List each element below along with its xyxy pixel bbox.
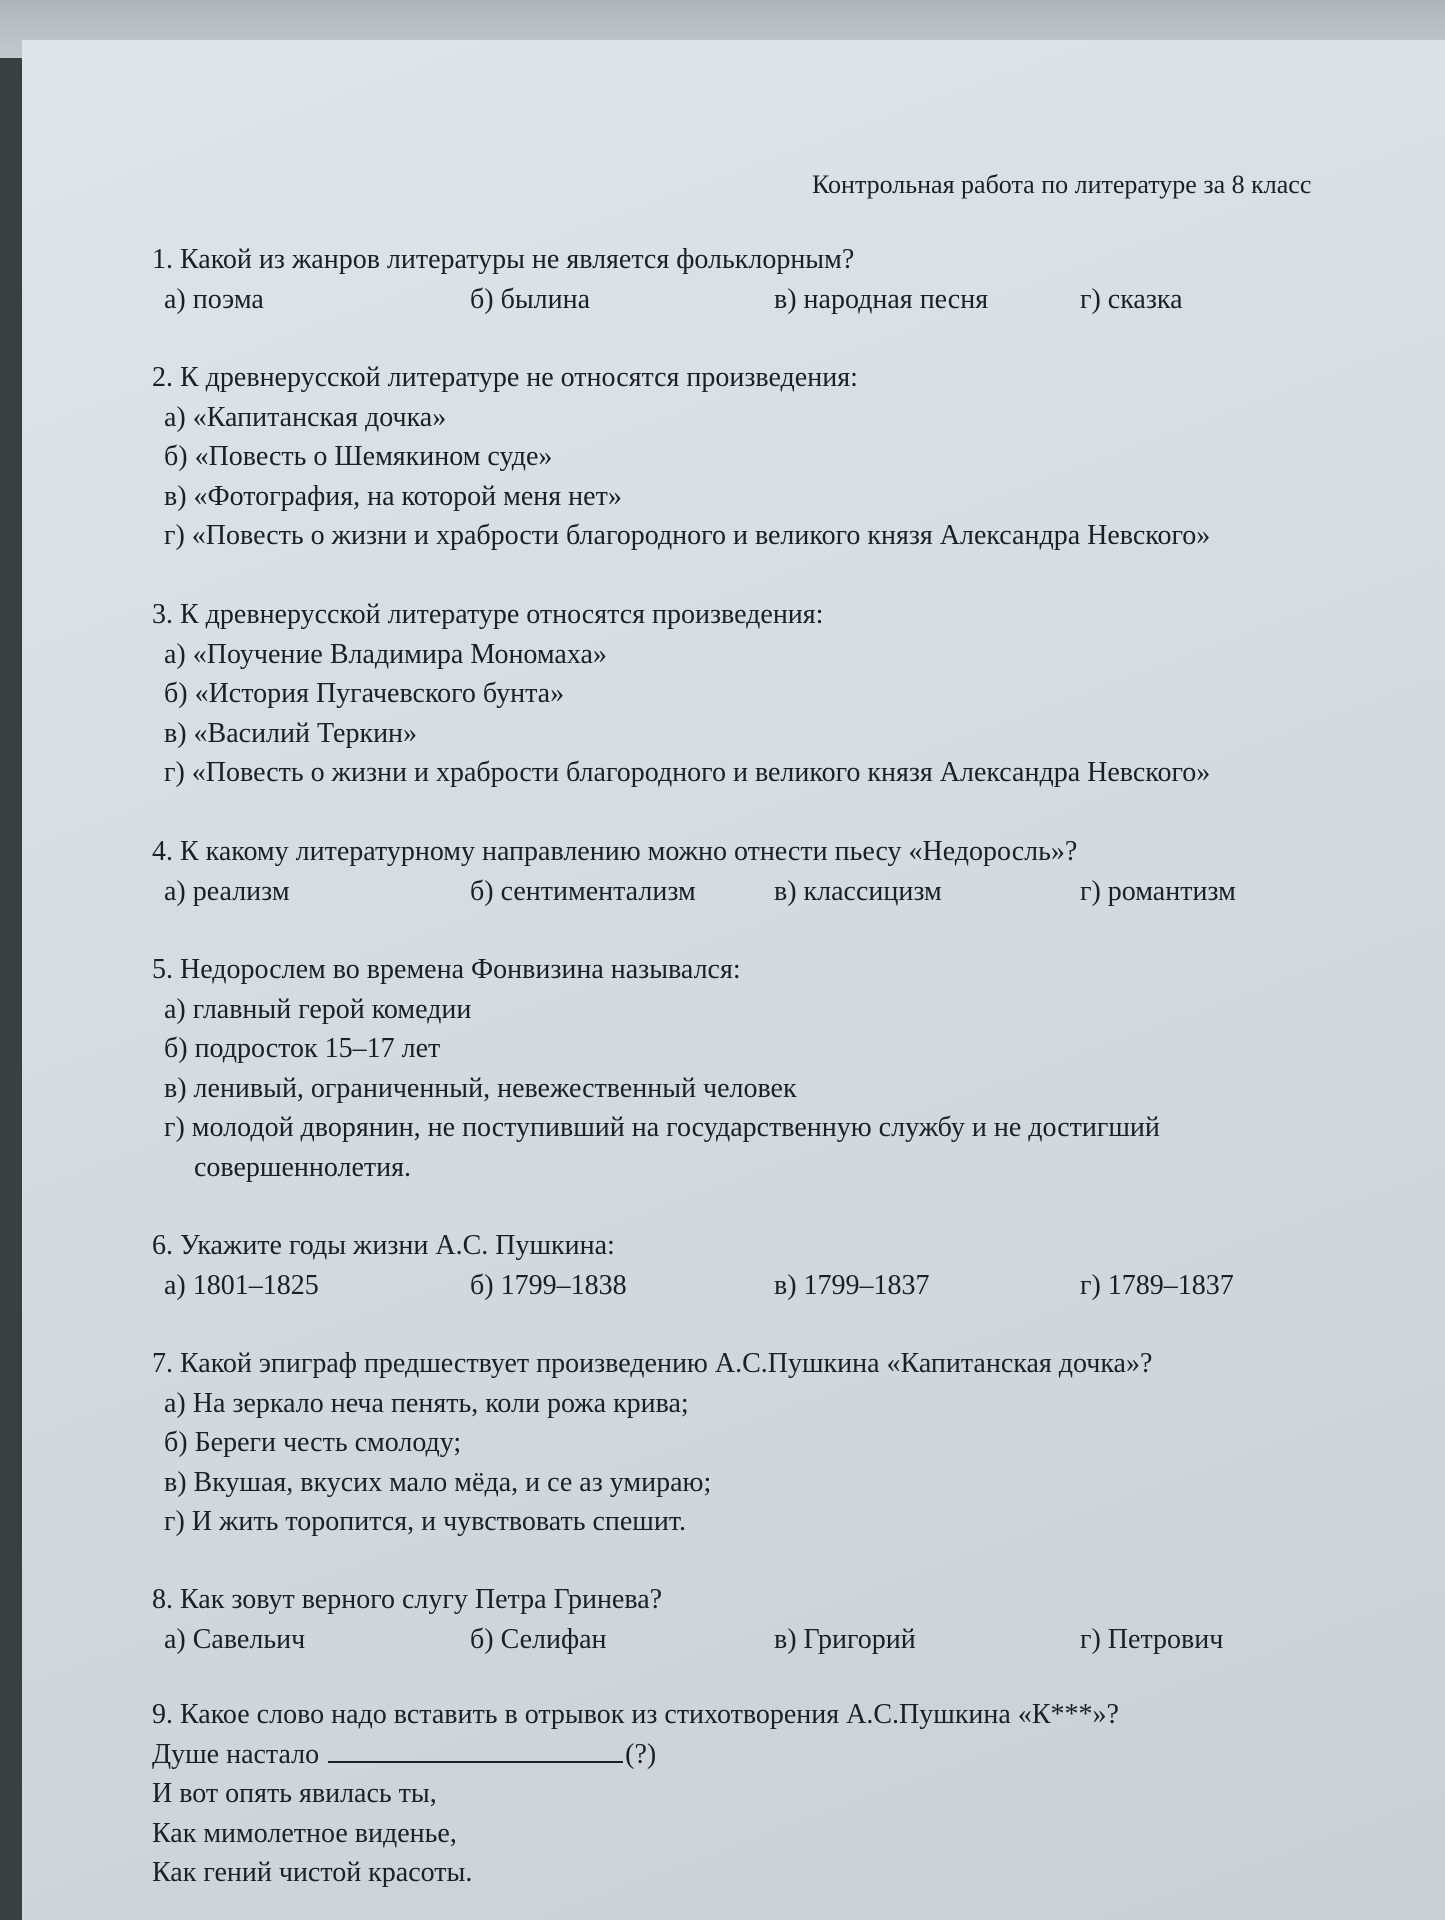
option-b: б) сентиментализм <box>470 875 696 907</box>
question-text: 6. Укажите годы жизни А.С. Пушкина: <box>152 1230 615 1261</box>
option-v: в) «Василий Теркин» <box>164 717 418 749</box>
option-a: а) поэма <box>164 283 264 315</box>
question-text: 9. Какое слово надо вставить в отрывок из стихотворения А.С.Пушкина «К***»? <box>152 1699 1119 1730</box>
option-g: г) «Повесть о жизни и храбрости благородного и великого князя Александра Невского» <box>164 757 1211 788</box>
question-text: 4. К какому литературному направлению можно отнести пьесу «Недоросль»? <box>152 836 1078 867</box>
answer-blank <box>328 1739 623 1763</box>
option-g: г) молодой дворянин, не поступивший на государственную службу и не достигший <box>164 1112 1160 1143</box>
poem-line: Как гений чистой красоты. <box>152 1857 473 1888</box>
question-4 <box>152 832 1382 911</box>
option-g: г) сказка <box>1080 283 1183 315</box>
question-8 <box>152 1580 1382 1659</box>
question-5 <box>152 950 1382 1187</box>
option-b: б) Селифан <box>470 1623 607 1655</box>
question-9 <box>152 1695 1382 1893</box>
option-a: а) главный герой комедии <box>164 993 472 1025</box>
question-2 <box>152 358 1382 556</box>
poem-line: Как мимолетное виденье, <box>152 1817 457 1849</box>
option-a: а) 1801–1825 <box>164 1269 319 1301</box>
option-b: б) «Повесть о Шемякином суде» <box>164 441 553 472</box>
question-text: 2. К древнерусской литературе не относятся произведения: <box>152 362 858 393</box>
option-g: г) «Повесть о жизни и храбрости благородного и великого князя Александра Невского» <box>164 520 1211 551</box>
question-6 <box>152 1226 1382 1305</box>
option-g: г) романтизм <box>1080 875 1236 907</box>
option-b: б) Береги честь смолоду; <box>164 1427 462 1458</box>
option-v: в) классицизм <box>774 875 942 907</box>
paper-sheet <box>22 40 1445 1920</box>
option-v: в) «Фотография, на которой меня нет» <box>164 480 622 512</box>
options-row <box>152 1620 1382 1660</box>
question-text: 7. Какой эпиграф предшествует произведению А.С.Пушкина «Капитанская дочка»? <box>152 1348 1153 1379</box>
option-v: в) 1799–1837 <box>774 1269 930 1301</box>
option-a: а) «Поучение Владимира Мономаха» <box>164 638 607 670</box>
options-row <box>152 280 1382 320</box>
option-g: г) Петрович <box>1080 1623 1224 1655</box>
option-b: б) 1799–1838 <box>470 1269 627 1301</box>
poem-line-start: Душе настало <box>152 1738 320 1770</box>
option-a: а) реализм <box>164 875 290 907</box>
option-v: в) Вкушая, вкусих мало мёда, и се аз умираю; <box>164 1466 712 1498</box>
option-b: б) подросток 15–17 лет <box>164 1033 441 1064</box>
question-text: 8. Как зовут верного слугу Петра Гринева? <box>152 1584 663 1615</box>
question-3 <box>152 595 1382 793</box>
option-v: в) Григорий <box>774 1623 916 1655</box>
option-b: б) былина <box>470 283 590 315</box>
question-text: 1. Какой из жанров литературы не является фольклорным? <box>152 244 855 275</box>
dark-left-edge <box>0 0 22 1920</box>
question-7 <box>152 1344 1382 1542</box>
poem-line-end: (?) <box>625 1738 657 1770</box>
option-b: б) «История Пугачевского бунта» <box>164 678 565 709</box>
question-text: 5. Недорослем во времена Фонвизина назывался: <box>152 954 741 985</box>
option-a: а) «Капитанская дочка» <box>164 401 447 433</box>
option-v: в) ленивый, ограниченный, невежественный человек <box>164 1072 797 1104</box>
option-g: г) 1789–1837 <box>1080 1269 1234 1301</box>
page-title: Контрольная работа по литературе за 8 класс <box>812 170 1312 199</box>
question-text: 3. К древнерусской литературе относятся произведения: <box>152 599 824 630</box>
question-1 <box>152 240 1382 319</box>
option-v: в) народная песня <box>774 283 989 315</box>
option-g: г) И жить торопится, и чувствовать спешит. <box>164 1506 686 1537</box>
option-a: а) На зеркало неча пенять, коли рожа крива; <box>164 1387 689 1419</box>
options-row <box>152 872 1382 912</box>
option-g-continued: совершеннолетия. <box>194 1151 411 1183</box>
options-row <box>152 1266 1382 1306</box>
option-a: а) Савельич <box>164 1623 306 1655</box>
poem-line-with-blank <box>152 1735 1382 1775</box>
poem-line: И вот опять явилась ты, <box>152 1778 437 1809</box>
